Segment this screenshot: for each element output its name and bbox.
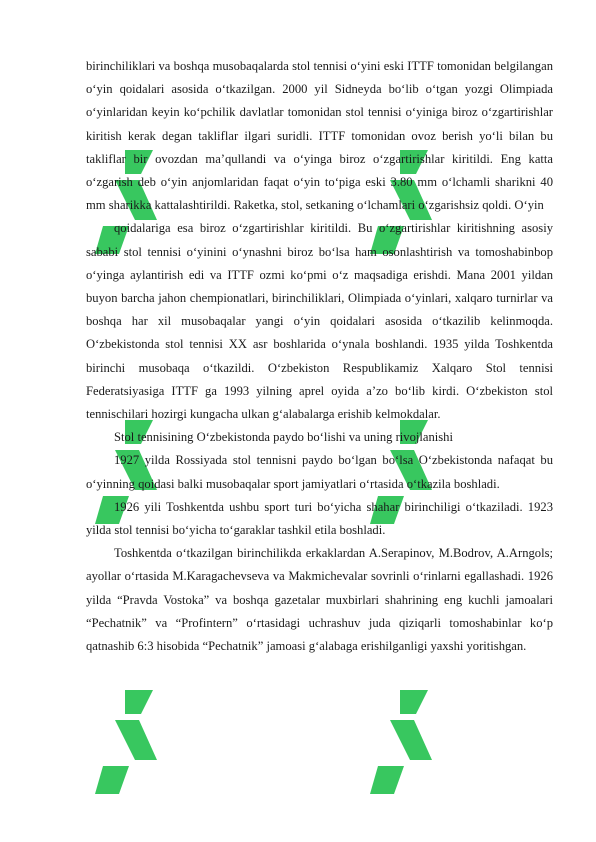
section-heading: Stol tennisining O‘zbekistonda paydo bo‘lishi va uning rivojlanishi xyxy=(114,430,453,445)
watermark-logo-icon xyxy=(370,690,450,800)
paragraph: Toshkentda o‘tkazilgan birinchilikda erkaklardan A.Serapinov, M.Bodrov, A.Arngols; ayollar o‘rtasida M.Karagachevseva va Makmichevalar sovrinli o‘rinlarni egallashadi. 1926 yilda “Pravda Vostoka” va boshqa gazetalar muxbirlari shahrining eng kuchli jamoalari “Pechatnik” va “Profintern” o‘rtasidagi uchrashuv juda qiziqarli tomoshabinlar ko‘p qatnashib 6:3 hisobida “Pechatnik” jamoasi g‘alabaga erishilganligi yaxshi yoritishgan. xyxy=(86,546,553,654)
watermark-logo-icon xyxy=(95,690,175,800)
document-body xyxy=(86,55,553,658)
paragraph-continuation: birinchiliklari va boshqa musobaqalarda stol tennisi o‘yini eski ITTF tomonidan belgilangan o‘yin qoidalari asosida o‘tkazilgan. 2000 yil Sidneyda bo‘lib o‘tgan yozgi Olimpiada o‘yinlaridan keyin ko‘pchilik davlatlar tomonidan stol tennisi o‘yiniga biroz o‘zgartirishlar kiritish kerak degan takliflar ilgari suridli. ITTF tomonidan ovoz berish yo‘li bilan bu takliflar bir ovozdan ma’qullandi va o‘yinga biroz o‘zgartirishlar kiritildi. Eng katta o‘zgarish deb o‘yin anjomlaridan faqat o‘yin to‘piga eski 3.80 mm o‘lchamli sharikni 40 mm sharikka kattalashtirildi. Raketka, stol, setkaning o‘lchamlari o‘zgarishsiz qoldi. O‘yin xyxy=(86,59,553,213)
paragraph: qoidalariga esa biroz o‘zgartirishlar kiritildi. Bu o‘zgartirishlar kiritishning asosiy sababi stol tennisi o‘yinini o‘ynashni biroz bo‘lsa ham osonlashtirish va tomoshabinbop o‘yinga aylantirish edi va ITTF ozmi ko‘pmi o‘z maqsadiga erishdi. Mana 2001 yildan buyon barcha jahon chempionatlari, birinchiliklari, Olimpiada o‘yinlari, xalqaro turnirlar va boshqa har xil musobaqalar yangi o‘yin qoidalari asosida o‘tkazilib kelinmoqda. O‘zbekistonda stol tennisi XX asr boshlarida o‘ynala boshlandi. 1935 yilda Toshkentda birinchi musobaqa o‘tkazildi. O‘zbekiston Respublikamiz Xalqaro Stol tennisi Federatsiyasiga ITTF ga 1993 yilning aprel oyida a’zo bo‘lib kirdi. O‘zbekiston stol tennischilari hozirgi kungacha ulkan g‘alabalarga erishib kelmokdalar. xyxy=(86,221,553,422)
paragraph: 1926 yili Toshkentda ushbu sport turi bo‘yicha shahar birinchiligi o‘tkaziladi. 1923 yilda stol tennisi bo‘yicha to‘garaklar tashkil etila boshladi. xyxy=(86,499,553,538)
paragraph: 1927 yilda Rossiyada stol tennisni paydo bo‘lgan bo‘lsa O‘zbekistonda nafaqat bu o‘yinning qoidasi balki musobaqalar sport jamiyatlari o‘rtasida o‘tkazila boshladi. xyxy=(86,453,553,491)
